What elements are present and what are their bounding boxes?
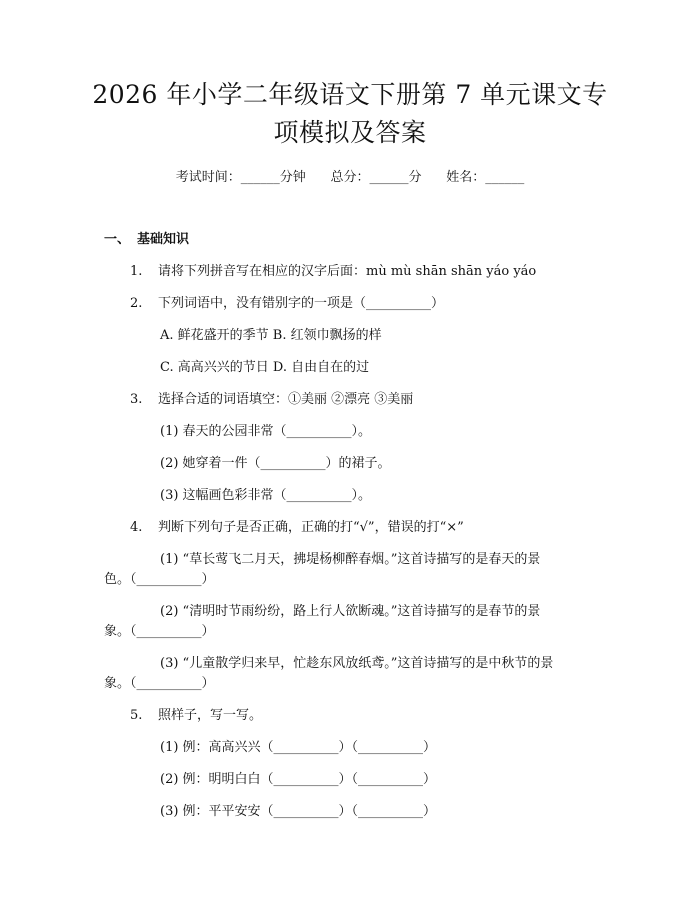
sub-item: (3) “儿童散学归来早，忙趁东风放纸鸢。”这首诗描写的是中秋节的景 — [160, 656, 554, 671]
question-3 — [130, 390, 413, 410]
question-number: 1. — [130, 264, 143, 279]
options-c-d: C. 高高兴兴的节日 D. 自由自在的过 — [160, 360, 370, 375]
sub-item: (3) 这幅画色彩非常（__________）。 — [160, 488, 372, 503]
question-text: 判断下列句子是否正确，正确的打“√”，错误的打“×” — [158, 520, 464, 535]
options-a-b: A. 鲜花盛开的季节 B. 红领巾飘扬的样 — [160, 328, 382, 343]
sub-item: (1) 例：高高兴兴（__________）（__________） — [160, 740, 437, 755]
exam-meta: 考试时间：______分钟 总分：______分 姓名：______ — [175, 170, 525, 185]
sub-item: (1) 春天的公园非常（__________）。 — [160, 424, 372, 439]
title-line-2: 项模拟及答案 — [273, 118, 427, 147]
sub-item-continuation: 象。（__________） — [104, 624, 215, 639]
section-heading — [104, 230, 189, 250]
question-text: 照样子，写一写。 — [158, 708, 263, 723]
sub-item: (2) 她穿着一件（__________）的裙子。 — [160, 456, 391, 471]
title-line-1: 2026 年小学二年级语文下册第 7 单元课文专 — [92, 80, 608, 109]
question-number: 4. — [130, 520, 143, 535]
sub-item-continuation: 色。（__________） — [104, 572, 215, 587]
question-5 — [130, 706, 262, 726]
sub-item: (2) “清明时节雨纷纷，路上行人欲断魂。”这首诗描写的是春节的景 — [160, 604, 541, 619]
question-text: 请将下列拼音写在相应的汉字后面：mù mù shān shān yáo yáo — [158, 264, 537, 279]
question-text: 选择合适的词语填空：①美丽 ②漂亮 ③美丽 — [158, 392, 414, 407]
sub-item: (3) 例：平平安安（__________）（__________） — [160, 804, 437, 819]
sub-item: (1) “草长莺飞二月天，拂堤杨柳醉春烟。”这首诗描写的是春天的景 — [160, 552, 541, 567]
page-title — [0, 76, 700, 152]
question-4 — [130, 518, 464, 538]
question-number: 2. — [130, 296, 143, 311]
question-text: 下列词语中，没有错别字的一项是（__________） — [158, 296, 445, 311]
question-2 — [130, 294, 444, 314]
section-number: 一、 — [104, 232, 131, 247]
question-1 — [130, 262, 536, 282]
question-number: 3. — [130, 392, 143, 407]
section-title: 基础知识 — [137, 232, 190, 247]
sub-item-continuation: 象。（__________） — [104, 676, 215, 691]
sub-item: (2) 例：明明白白（__________）（__________） — [160, 772, 437, 787]
question-number: 5. — [130, 708, 143, 723]
